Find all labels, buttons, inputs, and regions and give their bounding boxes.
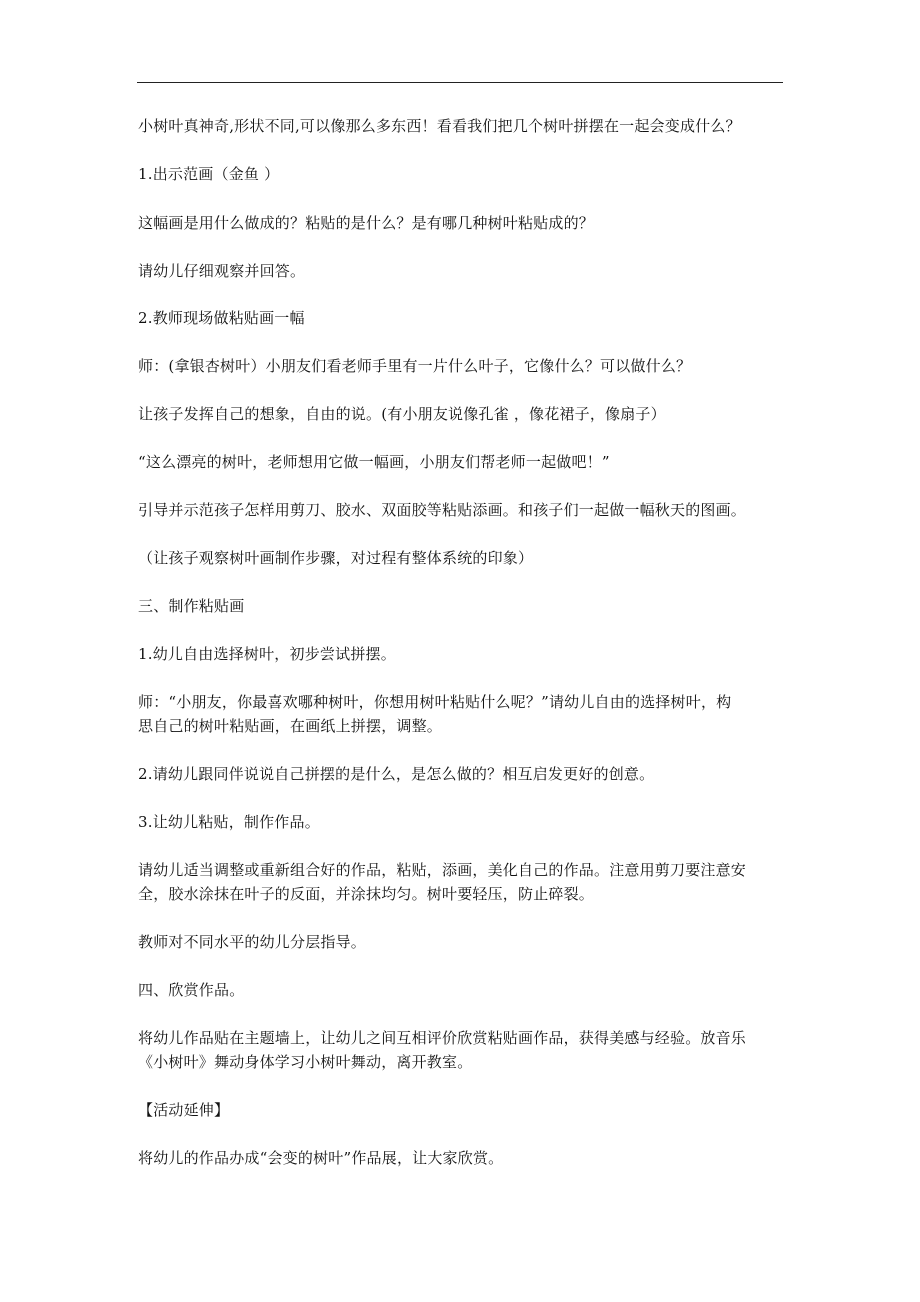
paragraph-teacher-ginkgo: 师：(拿银杏树叶）小朋友们看老师手里有一片什么叶子，它像什么？可以做什么？ (138, 357, 692, 375)
paragraph-line: 思自己的树叶粘贴画，在画纸上拼摆，调整。 (138, 717, 443, 735)
paragraph-observe: 请幼儿仔细观察并回答。 (138, 262, 306, 280)
header-rule (137, 82, 783, 83)
paragraph-line: 师：“小朋友，你最喜欢哪种树叶，你想用树叶粘贴什么呢？”请幼儿自由的选择树叶，构 (138, 693, 732, 711)
section-heading-3: 三、制作粘贴画 (138, 597, 245, 615)
section-heading-4: 四、欣赏作品。 (138, 981, 245, 999)
paragraph-display (138, 1026, 786, 1074)
paragraph-question: 这幅画是用什么做成的？粘贴的是什么？是有哪几种树叶粘贴成的？ (138, 214, 595, 232)
paragraph-intro: 小树叶真神奇,形状不同,可以像那么多东西！看看我们把几个树叶拼摆在一起会变成什么？ (138, 117, 741, 135)
paragraph-line: 将幼儿作品贴在主题墙上，让幼儿之间互相评价欣赏粘贴画作品，获得美感与经验。放音乐 (138, 1029, 747, 1047)
paragraph-step-3-3: 3.让幼儿粘贴，制作作品。 (138, 813, 320, 831)
paragraph-line: 全，胶水涂抹在叶子的反面，并涂抹均匀。树叶要轻压，防止碎裂。 (138, 885, 595, 903)
paragraph-line: 请幼儿适当调整或重新组合好的作品，粘贴，添画，美化自己的作品。注意用剪刀要注意安 (138, 861, 747, 879)
paragraph-step-1: 1.出示范画（金鱼 ） (138, 165, 280, 183)
paragraph-line: 《小树叶》舞动身体学习小树叶舞动，离开教室。 (138, 1053, 473, 1071)
paragraph-guidance: 教师对不同水平的幼儿分层指导。 (138, 933, 367, 951)
paragraph-step-3-2: 2.请幼儿跟同伴说说自己拼摆的是什么，是怎么做的？相互启发更好的创意。 (138, 765, 655, 783)
section-heading-extension: 【活动延伸】 (138, 1101, 230, 1119)
paragraph-extension: 将幼儿的作品办成“会变的树叶”作品展，让大家欣赏。 (138, 1149, 504, 1167)
paragraph-imagination: 让孩子发挥自己的想象，自由的说。(有小朋友说像孔雀 ，像花裙子，像扇子） (138, 405, 666, 423)
paragraph-guide: 引导并示范孩子怎样用剪刀、胶水、双面胶等粘贴添画。和孩子们一起做一幅秋天的图画。 (138, 501, 747, 519)
paragraph-step-3-1: 1.幼儿自由选择树叶，初步尝试拼摆。 (138, 645, 396, 663)
paragraph-quote: “这么漂亮的树叶，老师想用它做一幅画，小朋友们帮老师一起做吧！” (138, 453, 610, 471)
paragraph-note: （让孩子观察树叶画制作步骤，对过程有整体系统的印象） (138, 549, 534, 567)
paragraph-step-2: 2.教师现场做粘贴画一幅 (138, 309, 305, 327)
paragraph-teacher-question (138, 690, 786, 738)
paragraph-adjust (138, 858, 786, 906)
